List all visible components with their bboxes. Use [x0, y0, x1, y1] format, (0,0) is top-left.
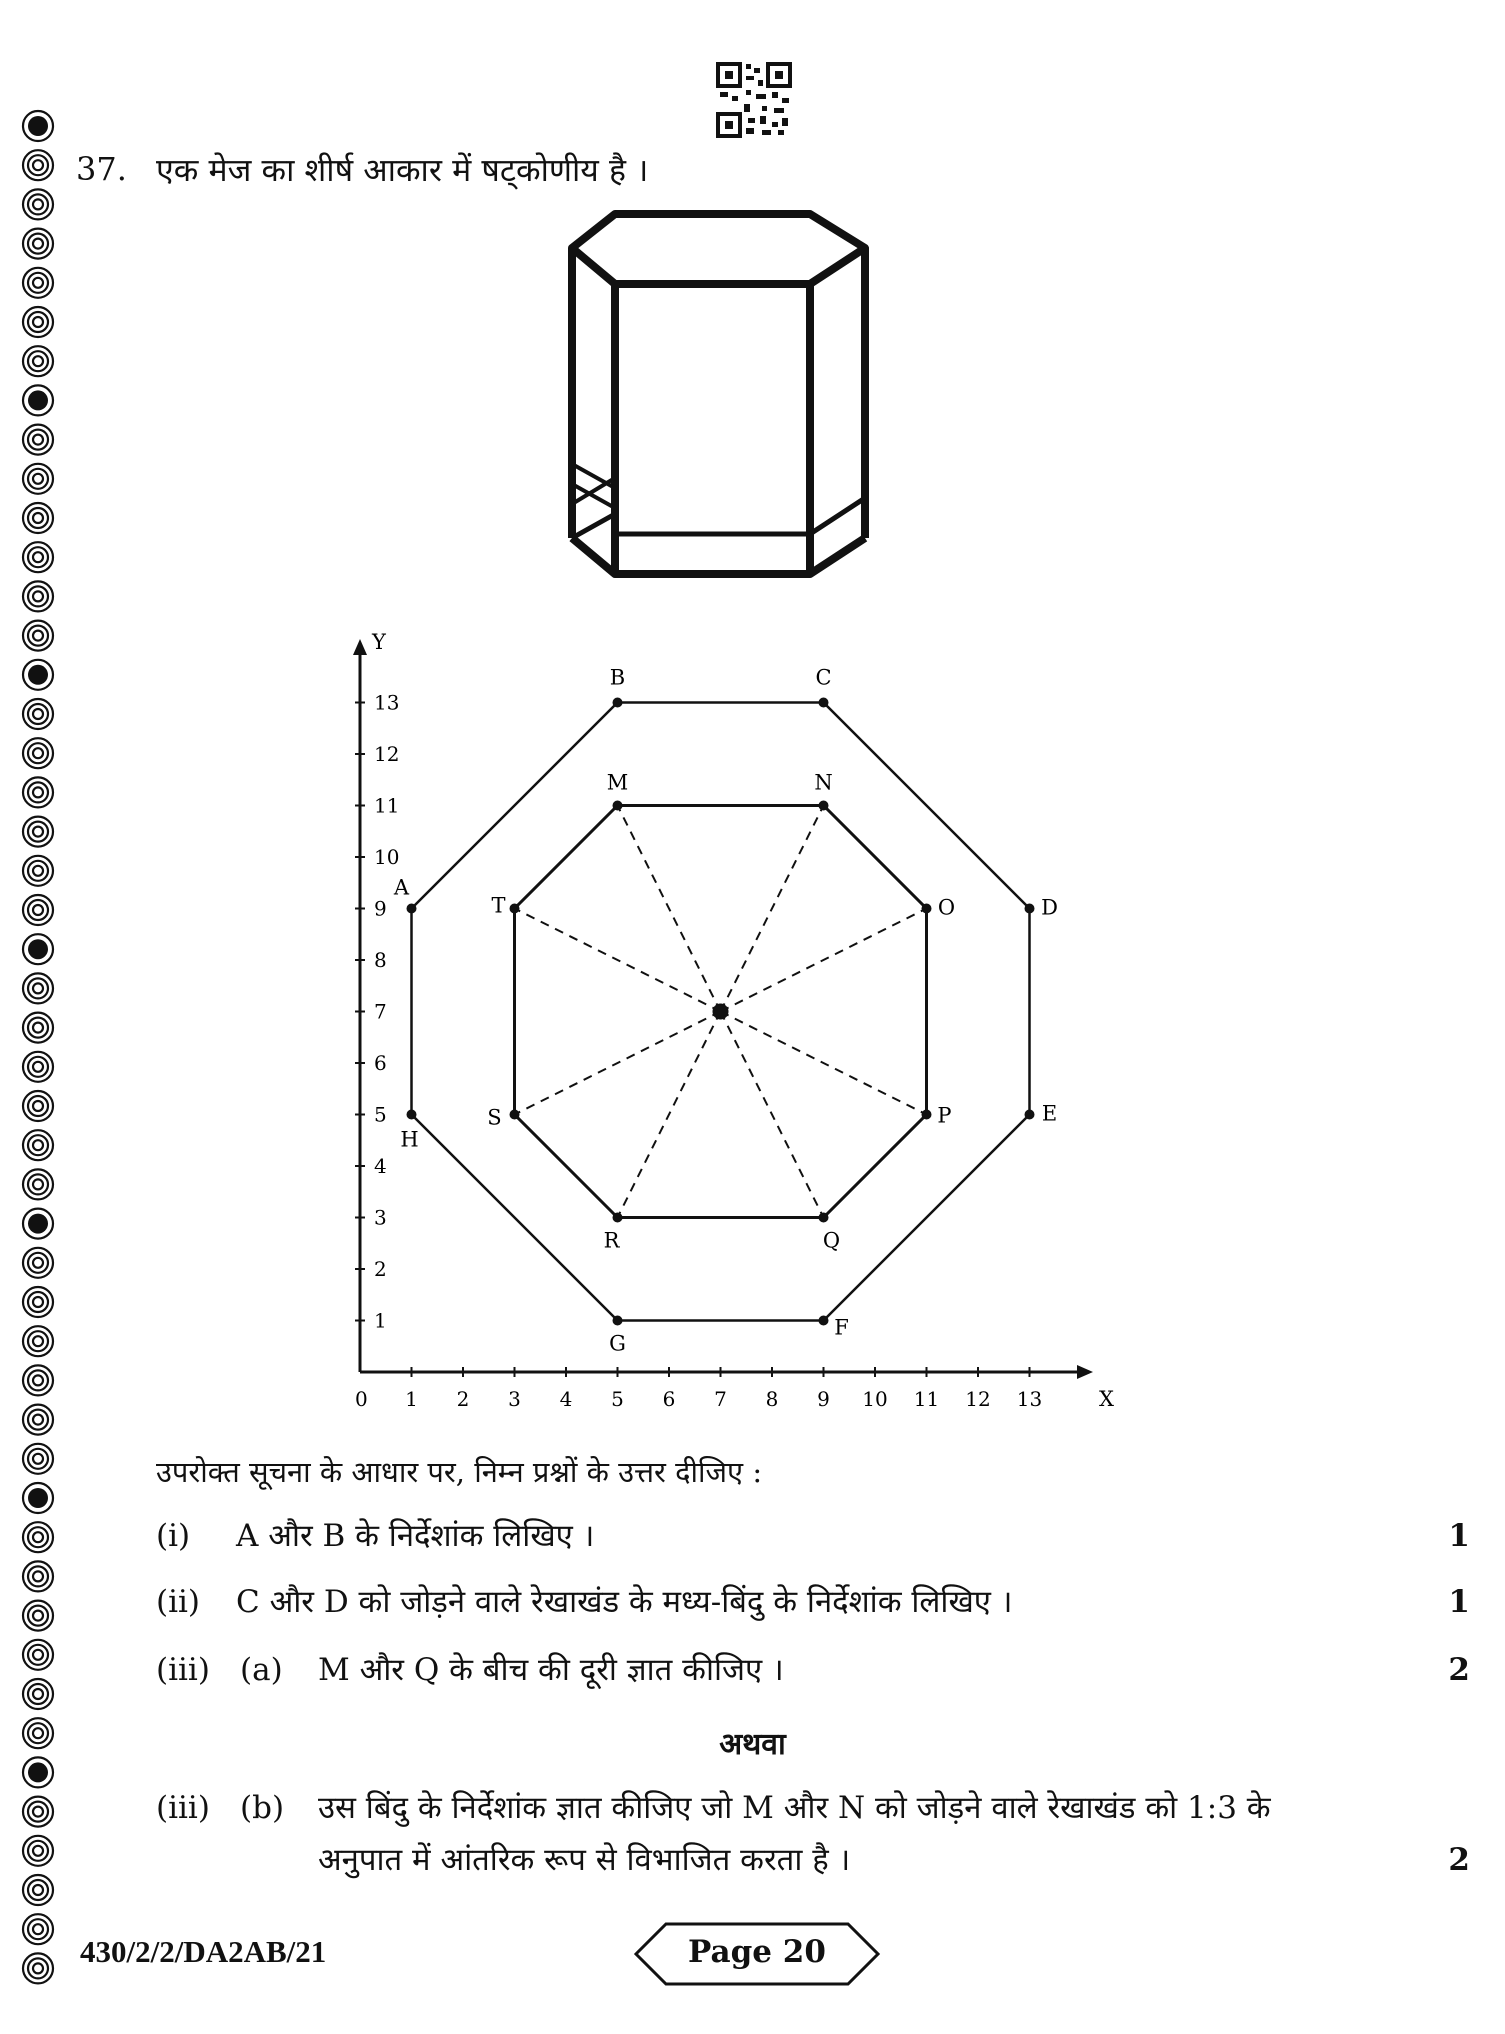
x-tick-label: 1 — [405, 1387, 418, 1411]
point-r — [613, 1213, 623, 1223]
margin-ring — [23, 268, 53, 298]
margin-ring — [23, 346, 53, 376]
margin-filled-circle — [23, 934, 53, 964]
y-tick-label: 8 — [374, 948, 387, 972]
point-a — [407, 904, 417, 914]
margin-ring — [23, 150, 53, 180]
margin-ring — [23, 1836, 53, 1866]
subquestion-text: A और B के निर्देशांक लिखिए । — [236, 1518, 595, 1554]
subquestion-text: C और D को जोड़ने वाले रेखाखंड के मध्य-बिंदु के निर्देशांक लिखिए । — [236, 1584, 1013, 1620]
point-label-r: R — [603, 1228, 620, 1253]
point-label-a: A — [393, 875, 410, 900]
y-axis-label: Y — [372, 630, 386, 654]
margin-ring — [23, 542, 53, 572]
x-tick-label: 5 — [611, 1387, 624, 1411]
y-tick-label: 10 — [374, 845, 400, 869]
y-tick-label: 12 — [374, 742, 400, 766]
x-tick-label: 13 — [1016, 1387, 1043, 1411]
margin-ring — [23, 777, 53, 807]
margin-ring — [23, 621, 53, 651]
margin-ring — [23, 307, 53, 337]
point-p — [922, 1110, 932, 1120]
margin-ring — [23, 1326, 53, 1356]
margin-ring — [23, 1914, 53, 1944]
margin-ring — [23, 856, 53, 886]
point-label-g: G — [609, 1331, 626, 1356]
x-tick-label: 7 — [714, 1387, 727, 1411]
x-tick-label: 4 — [559, 1387, 573, 1411]
margin-ring — [23, 1797, 53, 1827]
point-label-m: M — [606, 770, 629, 795]
center-point — [713, 1004, 729, 1020]
point-label-b: B — [609, 665, 626, 690]
dashed-radius — [618, 806, 721, 1012]
margin-ring — [23, 699, 53, 729]
margin-ring — [23, 1405, 53, 1435]
point-label-c: C — [815, 665, 832, 690]
point-label-f: F — [834, 1315, 849, 1340]
subquestion-text: उस बिंदु के निर्देशांक ज्ञात कीजिए जो M और N को जोड़ने वाले रेखाखंड को 1:3 के — [318, 1790, 1271, 1826]
dashed-radius — [515, 1012, 721, 1115]
question-number: 37. — [76, 150, 127, 188]
margin-ring — [23, 1444, 53, 1474]
x-tick-label: 6 — [662, 1387, 676, 1411]
subquestion-number: (iii) — [156, 1652, 210, 1688]
subquestion-part: (b) — [240, 1790, 285, 1826]
dashed-radius — [721, 806, 824, 1012]
margin-ring — [23, 1875, 53, 1905]
subquestion-number: (iii) — [156, 1790, 210, 1826]
marks: 2 — [1448, 1652, 1470, 1688]
point-label-s: S — [487, 1105, 502, 1130]
margin-ring — [23, 229, 53, 259]
margin-ring — [23, 1522, 53, 1552]
point-m — [613, 801, 623, 811]
point-e — [1025, 1110, 1035, 1120]
point-b — [613, 698, 623, 708]
point-n — [819, 801, 829, 811]
dashed-radius — [721, 1012, 824, 1218]
dashed-radius — [721, 1012, 927, 1115]
page-number: Page 20 — [688, 1934, 826, 1970]
margin-ring — [23, 189, 53, 219]
margin-ring — [23, 1169, 53, 1199]
x-axis-label: X — [1099, 1387, 1114, 1411]
y-tick-label: 3 — [374, 1205, 387, 1230]
y-tick-label: 1 — [374, 1308, 387, 1333]
point-label-d: D — [1041, 895, 1058, 920]
or-separator: अथवा — [719, 1727, 786, 1762]
point-g — [613, 1316, 623, 1326]
marks: 1 — [1448, 1518, 1470, 1554]
point-label-p: P — [937, 1103, 952, 1128]
margin-decoration — [18, 112, 58, 1992]
y-tick-label: 11 — [374, 793, 400, 818]
point-d — [1025, 904, 1035, 914]
subquestion-number: (ii) — [156, 1584, 201, 1620]
point-label-o: O — [937, 895, 956, 920]
point-c — [819, 698, 829, 708]
margin-filled-circle — [23, 111, 53, 141]
margin-ring — [23, 1013, 53, 1043]
y-tick-label: 2 — [374, 1257, 387, 1281]
subquestion-number: (i) — [156, 1518, 191, 1554]
marks: 1 — [1448, 1584, 1470, 1620]
point-s — [510, 1110, 520, 1120]
y-tick-label: 4 — [374, 1154, 387, 1178]
x-tick-label: 8 — [765, 1387, 779, 1411]
margin-ring — [23, 1287, 53, 1317]
instructions: उपरोक्त सूचना के आधार पर, निम्न प्रश्नों के उत्तर दीजिए : — [156, 1455, 763, 1489]
margin-ring — [23, 1679, 53, 1709]
table-shelf — [615, 498, 865, 538]
point-label-h: H — [400, 1127, 419, 1152]
margin-filled-circle — [23, 1483, 53, 1513]
margin-ring — [23, 1130, 53, 1160]
margin-ring — [23, 464, 53, 494]
point-label-n: N — [814, 770, 833, 795]
origin-label: 0 — [355, 1387, 368, 1411]
margin-ring — [23, 817, 53, 847]
x-tick-label: 10 — [862, 1387, 888, 1411]
margin-ring — [23, 1052, 53, 1082]
subquestion-part: (a) — [240, 1652, 283, 1688]
margin-filled-circle — [23, 660, 53, 690]
margin-ring — [23, 1365, 53, 1395]
y-tick-label: 9 — [374, 896, 387, 921]
y-tick-label: 5 — [374, 1102, 387, 1127]
question-text: एक मेज का शीर्ष आकार में षट्कोणीय है । — [156, 151, 649, 189]
margin-ring — [23, 973, 53, 1003]
marks: 2 — [1448, 1842, 1470, 1878]
point-label-q: Q — [822, 1228, 841, 1253]
x-tick-label: 2 — [456, 1387, 470, 1411]
point-label-e: E — [1041, 1101, 1058, 1126]
y-axis-arrow — [353, 639, 367, 655]
margin-ring — [23, 895, 53, 925]
point-t — [510, 904, 520, 914]
y-tick-label: 7 — [374, 999, 387, 1024]
qr-code — [716, 62, 792, 138]
margin-ring — [23, 1248, 53, 1278]
coordinate-figure — [340, 630, 1114, 1411]
subquestion-text-continued: अनुपात में आंतरिक रूप से विभाजित करता है । — [318, 1842, 851, 1878]
subquestion-text: M और Q के बीच की दूरी ज्ञात कीजिए । — [318, 1652, 784, 1688]
dashed-radius — [721, 909, 927, 1012]
paper-code: 430/2/2/DA2AB/21 — [80, 1934, 327, 1969]
margin-filled-circle — [23, 385, 53, 415]
x-tick-label: 12 — [965, 1387, 991, 1411]
margin-ring — [23, 425, 53, 455]
point-o — [922, 904, 932, 914]
dashed-radius — [515, 909, 721, 1012]
point-q — [819, 1213, 829, 1223]
point-h — [407, 1110, 417, 1120]
margin-ring — [23, 1091, 53, 1121]
margin-filled-circle — [23, 1209, 53, 1239]
margin-ring — [23, 1561, 53, 1591]
margin-ring — [23, 1953, 53, 1983]
margin-ring — [23, 1640, 53, 1670]
point-f — [819, 1316, 829, 1326]
x-axis-arrow — [1077, 1365, 1093, 1379]
x-tick-label: 11 — [913, 1387, 940, 1411]
table-top-outline — [572, 214, 865, 284]
margin-ring — [23, 738, 53, 768]
y-tick-label: 6 — [374, 1051, 387, 1075]
margin-ring — [23, 503, 53, 533]
hexagonal-table-drawing — [560, 208, 880, 588]
x-tick-label: 9 — [817, 1387, 830, 1411]
margin-ring — [23, 1601, 53, 1631]
point-label-t: T — [491, 893, 506, 918]
margin-ring — [23, 581, 53, 611]
x-tick-label: 3 — [508, 1387, 521, 1411]
y-tick-label: 13 — [374, 690, 400, 715]
dashed-radius — [618, 1012, 721, 1218]
